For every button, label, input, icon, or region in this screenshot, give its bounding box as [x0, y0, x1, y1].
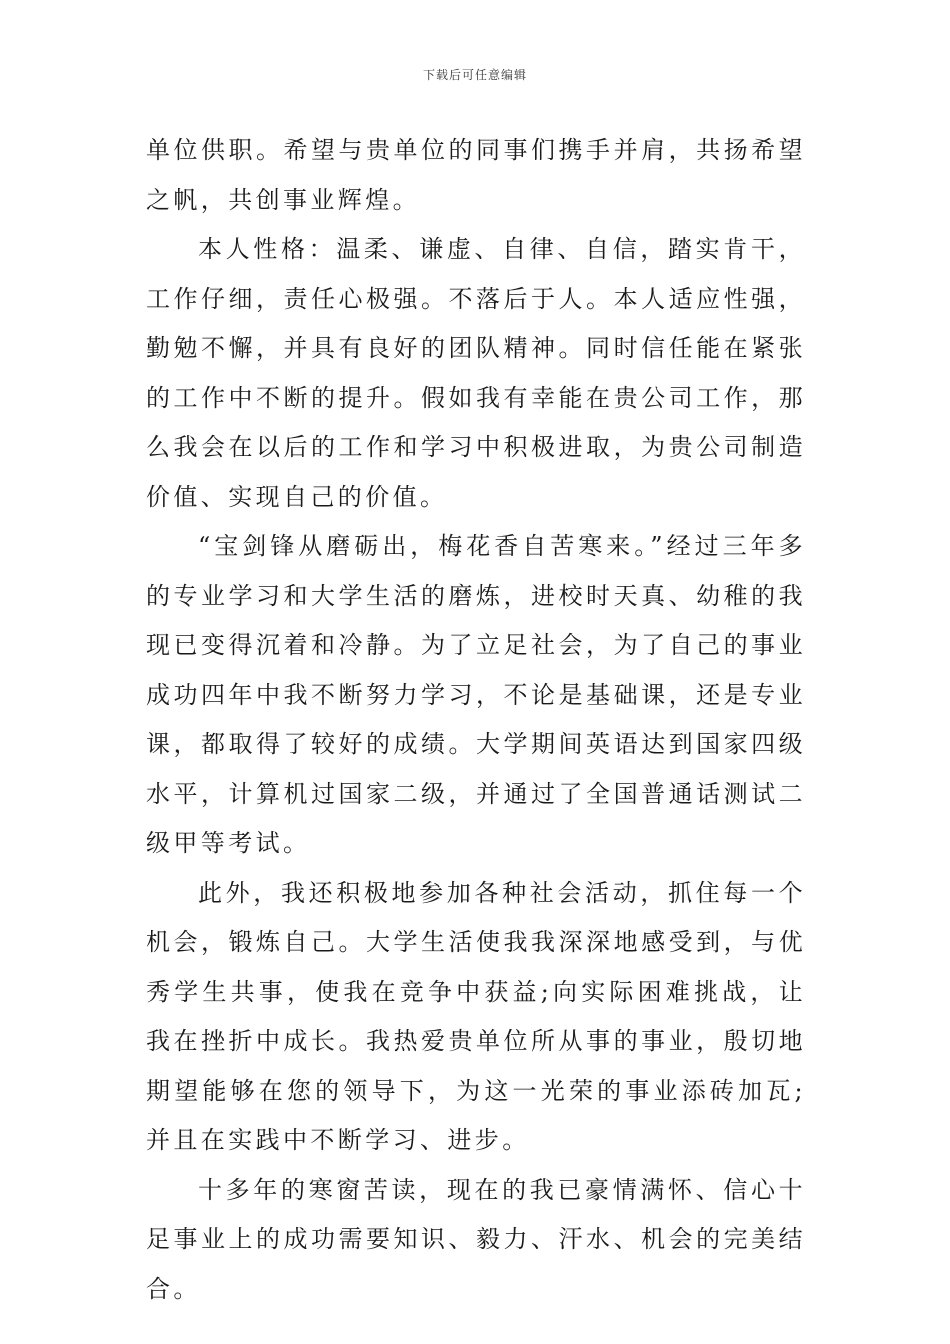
- paragraph-continuation: 单位供职。希望与贵单位的同事们携手并肩，共扬希望之帆，共创事业辉煌。: [146, 136, 806, 214]
- paragraph-personality: 本人性格：温柔、谦虚、自律、自信，踏实肯干，工作仔细，责任心极强。不落后于人。本人适应性强，勤勉不懈，并具有良好的团队精神。同时信任能在紧张的工作中不断的提升。假如我有幸能在贵公司工作，那么我会在以后的工作和学习中积极进取，为贵公司制造价值、实现自己的价值。: [146, 235, 806, 511]
- paragraph-activities: 此外，我还积极地参加各种社会活动，抓住每一个机会，锻炼自己。大学生活使我我深深地感受到，与优秀学生共事，使我在竞争中获益;向实际困难挑战，让我在挫折中成长。我热爱贵单位所从事的事业，殷切地期望能够在您的领导下，为这一光荣的事业添砖加瓦;并且在实践中不断学习、进步。: [146, 878, 806, 1154]
- paragraph-closing: 十多年的寒窗苦读，现在的我已豪情满怀、信心十足事业上的成功需要知识、毅力、汗水、机会的完美结合。: [146, 1175, 806, 1303]
- page-header: 下载后可任意编辑: [422, 68, 527, 82]
- document-body: [146, 126, 806, 1314]
- paragraph-study: “宝剑锋从磨砺出，梅花香自苦寒来。”经过三年多的专业学习和大学生活的磨炼，进校时天真、幼稚的我现已变得沉着和冷静。为了立足社会，为了自己的事业成功四年中我不断努力学习，不论是基础课，还是专业课，都取得了较好的成绩。大学期间英语达到国家四级水平，计算机过国家二级，并通过了全国普通话测试二级甲等考试。: [146, 532, 806, 857]
